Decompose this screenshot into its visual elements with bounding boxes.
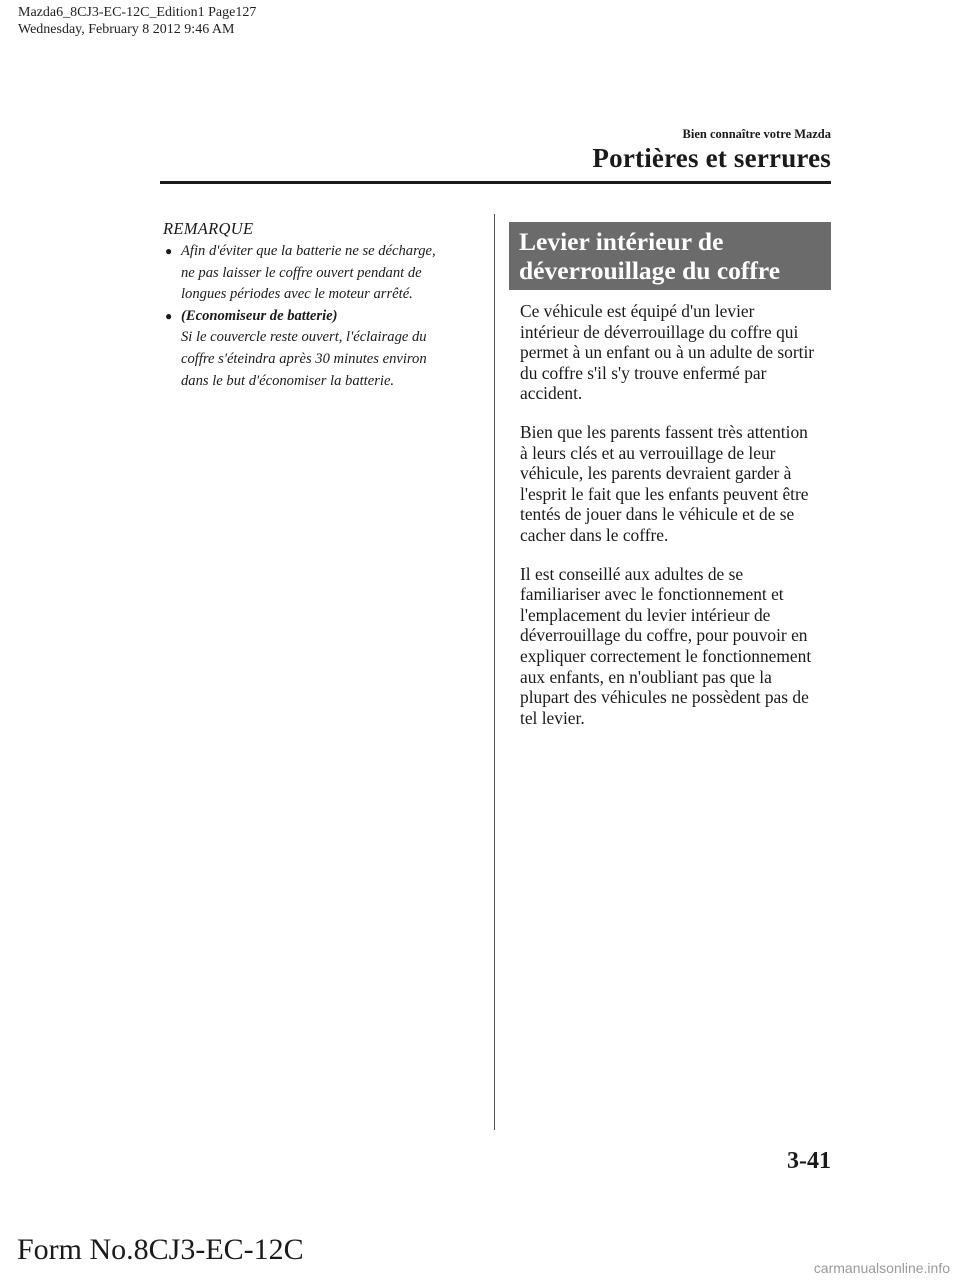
chapter-title: Portières et serrures (592, 143, 831, 173)
paragraph-line: du coffre s'il s'y trouve enfermé par (520, 362, 767, 383)
paragraph-line: à leurs clés et au verrouillage de leur (520, 442, 776, 463)
paragraph-line: Il est conseillé aux adultes de se (520, 563, 744, 584)
paragraph-line: l'esprit le fait que les enfants peuvent être (520, 483, 809, 504)
chapter-label: Bien connaître votre Mazda (682, 127, 831, 141)
note-item-line: Si le couvercle reste ouvert, l'éclairage du (181, 329, 427, 346)
note-item-title: (Economiseur de batterie) (181, 307, 338, 324)
note-item-line: dans le but d'économiser la batterie. (181, 372, 395, 389)
watermark: carmanualsonline.info (813, 1260, 950, 1276)
paragraph-line: familiariser avec le fonctionnement et (520, 584, 784, 605)
section-heading-line: Levier intérieur de (519, 227, 724, 256)
column-divider (494, 214, 495, 1130)
paragraph-line: intérieur de déverrouillage du coffre qui (520, 321, 799, 342)
paragraph-line: plupart des véhicules ne possèdent pas de (520, 687, 809, 708)
paragraph (509, 422, 831, 546)
page-number: 3-41 (787, 1148, 831, 1174)
bullet-icon: ● (165, 244, 173, 258)
note-item-line: longues périodes avec le moteur arrêté. (181, 286, 413, 303)
main-section (509, 222, 831, 728)
section-heading-line: déverrouillage du coffre (519, 256, 781, 285)
print-info-line1: Mazda6_8CJ3-EC-12C_Edition1 Page127 (18, 5, 257, 20)
note-item-line: coffre s'éteindra après 30 minutes environ (181, 350, 427, 367)
note-heading: REMARQUE (163, 219, 254, 238)
paragraph-line: tel levier. (520, 707, 585, 728)
print-info (18, 4, 256, 38)
note-item-line: ne pas laisser le coffre ouvert pendant de (181, 264, 422, 281)
paragraph-line: Bien que les parents fassent très attention (520, 421, 808, 442)
paragraph-line: expliquer correctement le fonctionnement (520, 645, 812, 666)
paragraph-line: aux enfants, en n'oubliant pas que la (520, 666, 772, 687)
note-box (162, 219, 477, 392)
paragraph (509, 301, 831, 404)
print-info-line2: Wednesday, February 8 2012 9:46 AM (18, 22, 235, 37)
section-heading (509, 222, 831, 290)
paragraph-line: véhicule, les parents devraient garder à (520, 463, 792, 484)
note-list (162, 241, 477, 392)
paragraph-line: accident. (520, 383, 583, 404)
note-item (162, 241, 477, 306)
form-number: Form No.8CJ3-EC-12C (17, 1233, 304, 1266)
header-rule (160, 181, 831, 184)
note-item-line: Afin d'éviter que la batterie ne se décharge, (181, 243, 436, 259)
paragraph-line: Ce véhicule est équipé d'un levier (520, 301, 755, 321)
paragraph-line: l'emplacement du levier intérieur de (520, 604, 771, 625)
paragraph (509, 564, 831, 729)
note-item (162, 306, 477, 392)
paragraph-line: déverrouillage du coffre, pour pouvoir en (520, 625, 808, 646)
paragraph-line: permet à un enfant ou à un adulte de sortir (520, 342, 815, 363)
paragraph-line: cacher dans le coffre. (520, 524, 669, 545)
paragraph-line: tentés de jouer dans le véhicule et de se (520, 504, 795, 525)
bullet-icon: ● (165, 308, 173, 323)
